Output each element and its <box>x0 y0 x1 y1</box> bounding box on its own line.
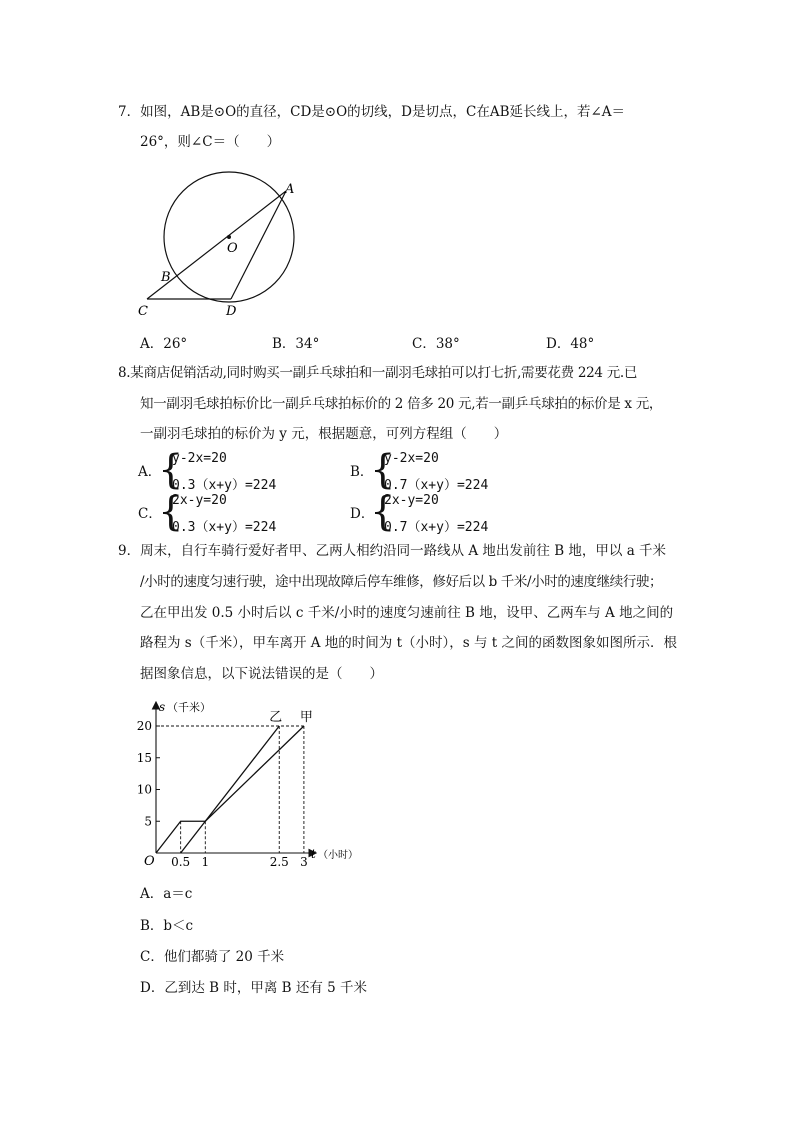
q8-option-d-brace: { <box>370 489 396 535</box>
q9-option-b[interactable]: B．b＜c <box>140 918 194 934</box>
q9-option-a[interactable]: A．a＝c <box>140 886 193 902</box>
series-label-乙: 乙 <box>269 710 283 725</box>
q7-stem-line1: 7．如图，AB是⊙O的直径，CD是⊙O的切线，D是切点，C在AB延长线上，若∠A＝ <box>118 104 626 120</box>
series-label-甲: 甲 <box>299 710 313 725</box>
q8-option-b-brace: { <box>370 447 396 493</box>
y-axis-label: s <box>159 700 166 714</box>
q8-stem-line2: 知一副羽毛球拍标价比一副乒乓球拍标价的 2 倍多 20 元,若一副乒乓球拍的标价是 x 元， <box>140 396 663 412</box>
q8-option-a-eq1: y-2x=20 <box>172 451 227 466</box>
q8-option-c-eq2: 0.3（x+y）=224 <box>172 520 277 535</box>
q8-option-d-label: D． <box>350 506 375 522</box>
center-point <box>227 235 231 239</box>
series-乙 <box>181 726 280 853</box>
x-tick-label-0: 0.5 <box>171 855 191 869</box>
q9-stem-line2: /小时的速度匀速行驶，途中出现故障后停车维修，修好后以 b 千米/小时的速度继续行驶； <box>140 574 663 590</box>
q8-stem-line1: 8.某商店促销活动,同时购买一副乒乓球拍和一副羽毛球拍可以打七折,需要花费 224 元.已 <box>118 365 638 381</box>
chart-series <box>156 710 313 853</box>
q8-option-c-brace: { <box>158 489 184 535</box>
q9-stem-line5: 据图象信息，以下说法错误的是（ ） <box>140 666 383 682</box>
q8-option-a-brace: { <box>158 447 184 493</box>
origin-label: O <box>144 854 155 869</box>
q9-option-d[interactable]: D．乙到达 B 时，甲离 B 还有 5 千米 <box>140 980 368 996</box>
q8-option-b-eq1: y-2x=20 <box>384 451 439 466</box>
q8-option-c-label: C． <box>138 506 162 522</box>
x-tick-label-1: 1 <box>201 855 210 869</box>
q8-option-a-label: A． <box>138 464 162 480</box>
q7-option-a[interactable]: A．26° <box>140 336 188 352</box>
q8-option-c-eq1: 2x-y=20 <box>172 493 227 508</box>
chart-ticks <box>137 719 308 869</box>
x-axis-unit: （小时） <box>318 850 358 861</box>
x-axis-label: t <box>311 847 316 861</box>
y-tick-label-2: 15 <box>136 750 152 765</box>
q8-option-d-eq2: 0.7（x+y）=224 <box>384 520 489 535</box>
x-tick-label-3: 3 <box>300 855 308 869</box>
q8-option-b-eq2: 0.7（x+y）=224 <box>384 478 489 493</box>
q8-option-d-eq1: 2x-y=20 <box>384 493 439 508</box>
line-ad <box>231 191 286 299</box>
y-tick-label-1: 10 <box>136 782 152 797</box>
y-tick-label-0: 5 <box>144 814 152 829</box>
q7-option-c[interactable]: C．38° <box>412 336 460 352</box>
q9-stem-line1: 9．周末，自行车骑行爱好者甲、乙两人相约沿同一路线从 A 地出发前往 B 地，甲以 a 千米 <box>118 543 667 559</box>
x-tick-label-2: 2.5 <box>269 855 289 869</box>
q8-option-a-eq2: 0.3（x+y）=224 <box>172 478 277 493</box>
label-a: A <box>285 182 295 197</box>
q9-distance-time-chart <box>136 695 380 870</box>
q9-stem-line3: 乙在甲出发 0.5 小时后以 c 千米/小时的速度匀速前往 B 地，设甲、乙两车与 A 地之间的 <box>140 605 674 621</box>
q9-stem-line4: 路程为 s（千米），甲车离开 A 地的时间为 t（小时），s 与 t 之间的函数图象如图所示．根 <box>140 635 677 651</box>
q8-option-b-label: B． <box>350 464 374 480</box>
q9-option-c[interactable]: C．他们都骑了 20 千米 <box>140 949 285 965</box>
q7-option-d[interactable]: D．48° <box>546 336 595 352</box>
q7-stem-line2: 26°，则∠C＝（ ） <box>140 134 281 150</box>
label-o: O <box>227 241 238 256</box>
q7-option-b[interactable]: B．34° <box>272 336 320 352</box>
y-tick-label-3: 20 <box>136 719 152 733</box>
label-c: C <box>138 304 148 319</box>
label-d: D <box>226 304 237 319</box>
y-axis-unit: （千米） <box>167 701 211 714</box>
q8-stem-line3: 一副羽毛球拍的标价为 y 元，根据题意，可列方程组（ ） <box>140 426 508 442</box>
label-b: B <box>161 270 171 285</box>
q7-circle-figure <box>130 168 310 323</box>
